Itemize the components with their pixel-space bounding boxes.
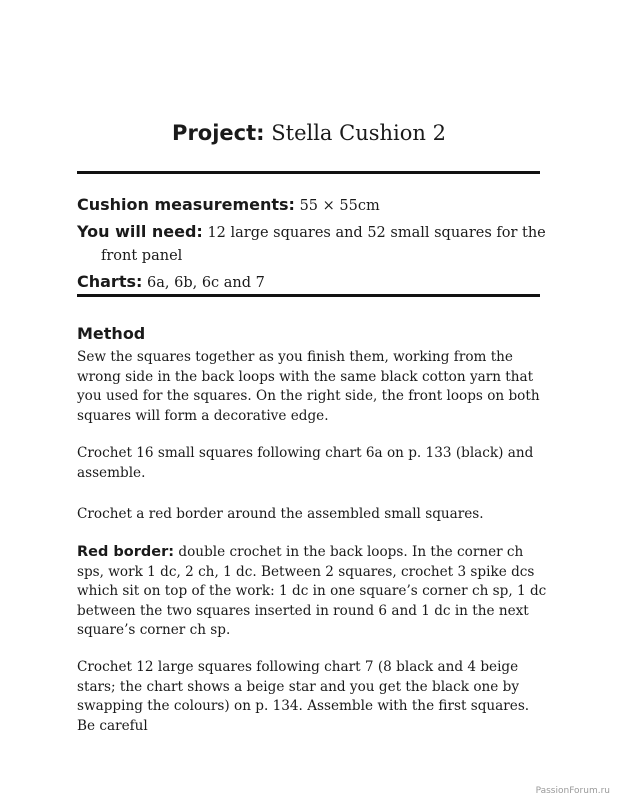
charts-list	[77, 270, 547, 295]
method-paragraph-5: Crochet 12 large squares following chart 7 (8 black and 4 beige stars; the chart shows a beige star and you get the black one by swapping the colours) on p. 134. Assemble with the first squares. Be careful	[77, 659, 530, 734]
method-heading: Method	[77, 324, 146, 343]
measurements-label: Cushion measurements:	[77, 195, 295, 214]
red-border-text: double crochet in the back loops. In the corner ch sps, work 1 dc, 2 ch, 1 dc. Between 2 squares, crochet 3 spike dcs which sit on top of the work: 1 dc in one square’s corner ch sp, 1 dc between the two squares inserted in round 6 and 1 dc in the next square’s corner ch sp.	[77, 544, 547, 638]
method-paragraph-3: Crochet a red border around the assembled small squares.	[77, 506, 484, 522]
cushion-measurements	[77, 193, 547, 218]
project-title	[0, 118, 618, 148]
measurements-value: 55 × 55cm	[299, 198, 380, 214]
top-divider	[77, 171, 540, 174]
bottom-divider	[77, 294, 540, 297]
need-value: 12 large squares and 52 small squares for the front panel	[101, 225, 546, 264]
red-border-paragraph	[77, 543, 547, 641]
watermark: PassionForum.ru	[535, 786, 610, 796]
need-label: You will need:	[77, 222, 203, 241]
materials-needed	[77, 220, 567, 268]
charts-value: 6a, 6b, 6c and 7	[147, 275, 265, 291]
charts-label: Charts:	[77, 272, 143, 291]
project-name: Stella Cushion 2	[271, 121, 446, 145]
project-label: Project:	[172, 121, 265, 145]
method-paragraph-2: Crochet 16 small squares following chart 6a on p. 133 (black) and assemble.	[77, 445, 534, 481]
red-border-label: Red border:	[77, 544, 175, 560]
method-paragraph-1: Sew the squares together as you finish them, working from the wrong side in the back loops with the same black cotton yarn that you used for the squares. On the right side, the front loops on both squares will form a decorative edge.	[77, 349, 540, 424]
